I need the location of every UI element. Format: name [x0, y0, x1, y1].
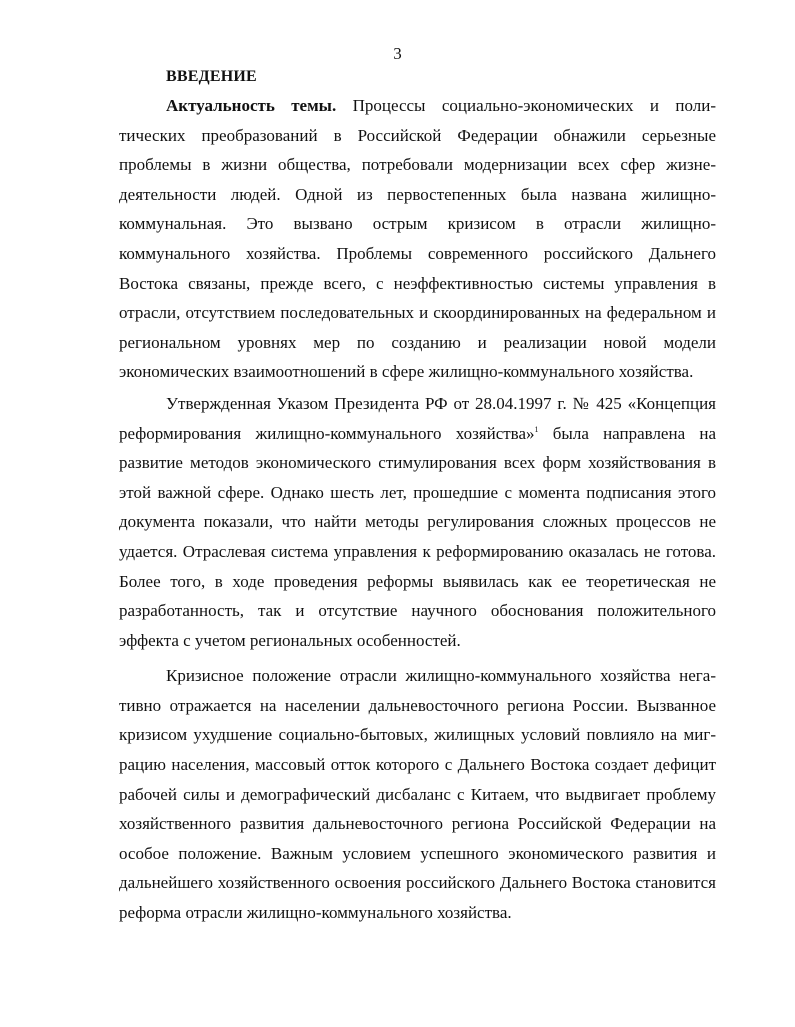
- footnote-mark: 1: [534, 424, 539, 434]
- paragraph-concept: [119, 389, 716, 655]
- paragraph-concept-text-start: Утвержденная Указом Президента РФ от 28.04.1997 г. № 425 «Концепция реформирования жилищно-коммунального хозяйства»: [119, 393, 716, 443]
- paragraph-crisis: Кризисное положение отрасли жилищно-коммунального хозяйства негативно отражается на населении дальневосточного региона России. Вызванное кризисом ухудшение социально-бытовых, жилищных условий повлияло на миграцию населения, массовый отток которого с Дальнего Востока создает дефицит рабочей силы и демографический дисбаланс с Китаем, что выдвигает проблему хозяйственного развития дальневосточного региона Российской Федерации на особое положение. Важным условием успешного экономического развития и дальнейшего хозяйственного освоения российского Дальнего Востока становится реформа отрасли жилищно-коммунального хозяйства.: [119, 666, 716, 923]
- paragraph-relevance: [119, 91, 716, 387]
- paragraph-lead: Актуальность темы.: [166, 96, 337, 115]
- paragraph-relevance-text: Процессы социально-экономических и политических преобразований в Российской Федерации обнажили серьезные проблемы в жизни общества, потребовали модернизации всех сфер жизнедеятельности людей. Одной из первостепенных была названа жилищно-коммунальная. Это вызвано острым кризисом в отрасли жилищно-коммунального хозяйства. Проблемы современного российского Дальнего Востока связаны, прежде всего, с неэффективностью системы управления в отрасли, отсутствием последовательных и скоординированных на федеральном и региональном уровнях мер по созданию и реализации новой модели экономических взаимоотношений в сфере жилищно-коммунального хозяйства.: [119, 96, 716, 382]
- page-number: 3: [393, 44, 402, 63]
- page-content: [119, 62, 716, 928]
- paragraph-concept-text-end: была направлена на развитие методов экономического стимулирования всех форм хозяйствования в этой важной сфере. Однако шесть лет, прошедшие с момента подписания этого документа показали, что найти методы регулирования сложных процессов не удается. Отраслевая система управления к реформированию оказалась не готова. Более того, в ходе проведения реформы выявилась как ее теоретическая не разработанность, так и отсутствие научного обоснования положительного эффекта с учетом региональных особенностей.: [119, 423, 716, 650]
- section-heading: ВВЕДЕНИЕ: [166, 68, 257, 85]
